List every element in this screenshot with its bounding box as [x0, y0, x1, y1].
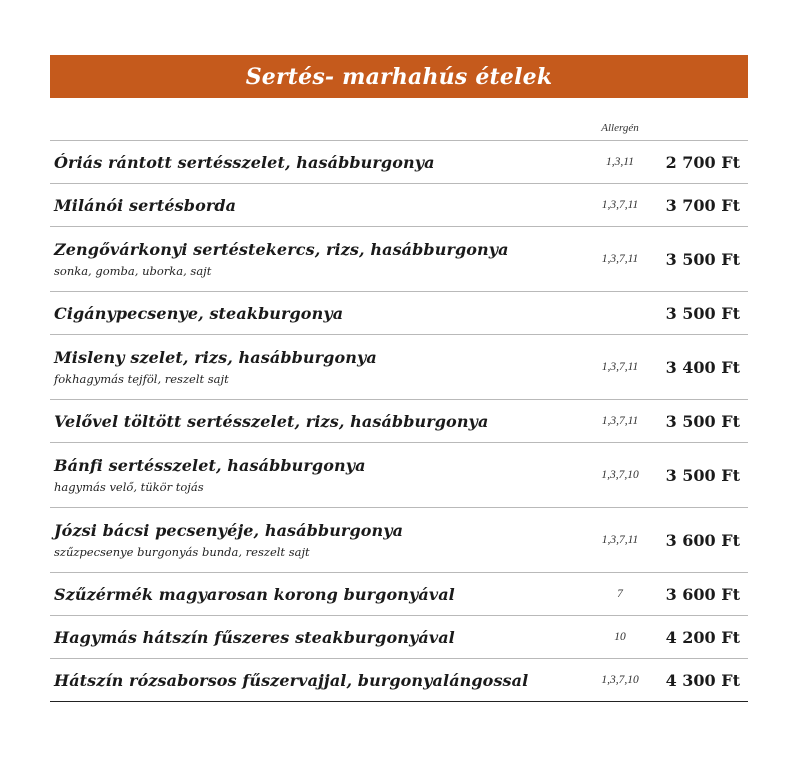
dish-cell	[54, 508, 403, 572]
menu-section	[50, 55, 748, 702]
menu-item-row	[50, 335, 748, 400]
section-title-banner	[50, 55, 748, 98]
dish-name: Bánfi sertésszelet, hasábburgonya	[54, 456, 366, 475]
dish-name: Velővel töltött sertésszelet, rizs, hasábburgonya	[54, 411, 489, 431]
dish-name: Hátszín rózsaborsos fűszervajjal, burgonyalángossal	[54, 670, 529, 690]
menu-item-row	[50, 443, 748, 508]
allergen-codes: 1,3,7,11	[601, 415, 639, 427]
dish-cell	[54, 616, 455, 658]
allergen-codes: 1,3,7,11	[601, 253, 639, 265]
dish-cell	[54, 443, 366, 507]
menu-item-row	[50, 227, 748, 292]
dish-price: 3 400 Ft	[665, 357, 740, 377]
dish-price: 3 700 Ft	[665, 195, 740, 215]
menu-item-row	[50, 400, 748, 443]
dish-price: 3 600 Ft	[665, 530, 740, 550]
dish-cell	[54, 400, 488, 442]
dish-cell	[54, 573, 455, 615]
dish-name: Hagymás hátszín fűszeres steakburgonyával	[54, 627, 455, 647]
menu-item-row	[50, 616, 748, 659]
dish-price: 3 500 Ft	[665, 465, 740, 485]
allergen-codes: 1,3,7,11	[601, 534, 639, 546]
dish-price: 2 700 Ft	[665, 152, 740, 172]
allergen-codes: 1,3,11	[606, 156, 634, 168]
dish-name: Milánói sertésborda	[54, 195, 237, 215]
menu-item-row	[50, 508, 748, 573]
dish-description: szűzpecsenye burgonyás bunda, reszelt sajt	[54, 545, 310, 559]
dish-price: 3 600 Ft	[665, 584, 740, 604]
allergen-codes: 10	[614, 631, 626, 643]
allergen-codes: 1,3,7,10	[601, 674, 639, 686]
allergen-codes: 7	[617, 588, 623, 600]
dish-description: sonka, gomba, uborka, sajt	[54, 264, 212, 278]
dish-name: Józsi bácsi pecsenyéje, hasábburgonya	[54, 521, 404, 540]
section-title: Sertés- marhahús ételek	[245, 63, 553, 90]
dish-description: fokhagymás tejföl, reszelt sajt	[54, 372, 229, 386]
dish-name: Zengővárkonyi sertéstekercs, rizs, hasábburgonya	[54, 240, 509, 259]
allergen-codes	[573, 292, 667, 334]
dish-price: 4 200 Ft	[665, 627, 740, 647]
dish-price: 3 500 Ft	[665, 303, 740, 323]
dish-cell	[54, 335, 377, 399]
dish-cell	[54, 292, 343, 334]
dish-cell	[54, 184, 236, 226]
dish-price: 4 300 Ft	[665, 670, 740, 690]
menu-item-row	[50, 573, 748, 616]
dish-cell	[54, 141, 435, 183]
menu-item-row	[50, 184, 748, 227]
allergen-codes: 1,3,7,11	[601, 361, 639, 373]
dish-cell	[54, 227, 509, 291]
menu-item-row	[50, 659, 748, 702]
dish-price: 3 500 Ft	[665, 249, 740, 269]
menu-item-list	[50, 141, 748, 702]
menu-item-row	[50, 292, 748, 335]
dish-cell	[54, 659, 528, 701]
column-header-row	[50, 98, 748, 141]
dish-price: 3 500 Ft	[665, 411, 740, 431]
dish-description: hagymás velő, tükör tojás	[54, 480, 204, 494]
allergen-codes: 1,3,7,11	[601, 199, 639, 211]
allergen-codes: 1,3,7,10	[601, 469, 639, 481]
menu-item-row	[50, 141, 748, 184]
dish-name: Misleny szelet, rizs, hasábburgonya	[54, 348, 377, 367]
dish-name: Cigánypecsenye, steakburgonya	[54, 303, 344, 323]
allergen-column-header: Allergén	[601, 122, 639, 134]
dish-name: Óriás rántott sertésszelet, hasábburgonya	[54, 152, 435, 172]
dish-name: Szűzérmék magyarosan korong burgonyával	[54, 584, 455, 604]
